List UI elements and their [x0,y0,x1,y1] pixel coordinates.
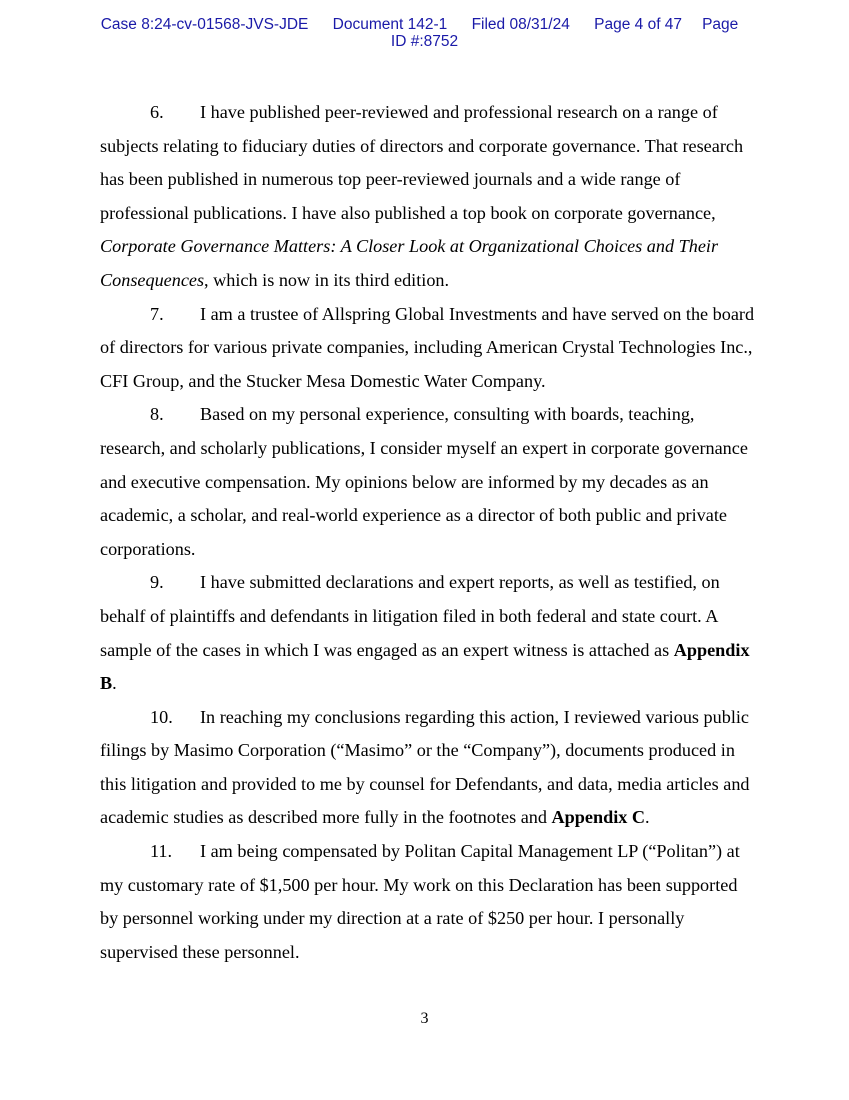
paragraph-number: 9. [150,572,164,593]
paragraph-text: I am a trustee of Allspring Global Investments and have served on the board of directors for various private companies, including American Crystal Technologies Inc., CFI Group, and the Stucker Mesa Domestic Water Company. [100,303,755,391]
paragraph-text: I have published peer-reviewed and professional research on a range of subjects relating to fiduciary duties of directors and corporate governance. That research has been published in numerous top peer-reviewed journals and a wide range of professional publications. I have also published a top book on corporate governance, [100,102,744,223]
paragraph-number: 10. [150,706,173,727]
paragraph-text-end: . [112,673,117,694]
paragraph-text: I have submitted declarations and expert reports, as well as testified, on behalf of plaintiffs and defendants in litigation filed in both federal and state court. A sample of the cases in which I was engaged as an expert witness is attached as [100,572,720,660]
paragraph-6 [100,96,760,298]
page-number: 3 [420,1010,429,1027]
paragraph-7 [100,298,760,399]
page-id-prefix: Page [702,16,739,33]
paragraph-10 [100,701,760,835]
paragraph-number: 8. [150,404,164,425]
paragraph-number: 7. [150,303,164,324]
paragraph-9 [100,566,760,700]
paragraph-text-end: , which is now in its third edition. [204,269,450,290]
filed-date: Filed 08/31/24 [471,16,570,33]
paragraph-text: I am being compensated by Politan Capital Management LP (“Politan”) at my customary rate of $1,500 per hour. My work on this Declaration has been supported by personnel working under my direction at a rate of $250 per hour. I personally supervised these personnel. [100,841,740,962]
document-number: Document 142-1 [332,16,448,33]
paragraph-11 [100,835,760,969]
page-id: ID #:8752 [390,33,459,50]
book-title: Corporate Governance Matters: A Closer Look at Organizational Choices and Their Consequences [100,236,719,290]
page-of-total: Page 4 of 47 [594,16,683,33]
paragraph-text: In reaching my conclusions regarding this action, I reviewed various public filings by Masimo Corporation (“Masimo” or the “Company”), documents produced in this litigation and provided to me by counsel for Defendants, and data, media articles and academic studies as described more fully in the footnotes and [100,706,750,828]
paragraph-number: 11. [150,841,173,862]
ecf-header-line-1 [0,16,849,33]
declaration-body [100,96,760,969]
paragraph-text-end: . [645,807,650,828]
paragraph-number: 6. [150,102,164,122]
case-number: Case 8:24-cv-01568-JVS-JDE [100,16,309,33]
appendix-b-reference: Appendix B [100,639,750,694]
appendix-c-reference: Appendix C [551,807,646,828]
paragraph-text: Based on my personal experience, consulting with boards, teaching, research, and scholarly publications, I consider myself an expert in corporate governance and executive compensation. My opinions below are informed by my decades as an academic, a scholar, and real-world experience as a director of both public and private corporations. [100,404,748,559]
paragraph-8 [100,398,760,566]
ecf-header [0,16,849,50]
